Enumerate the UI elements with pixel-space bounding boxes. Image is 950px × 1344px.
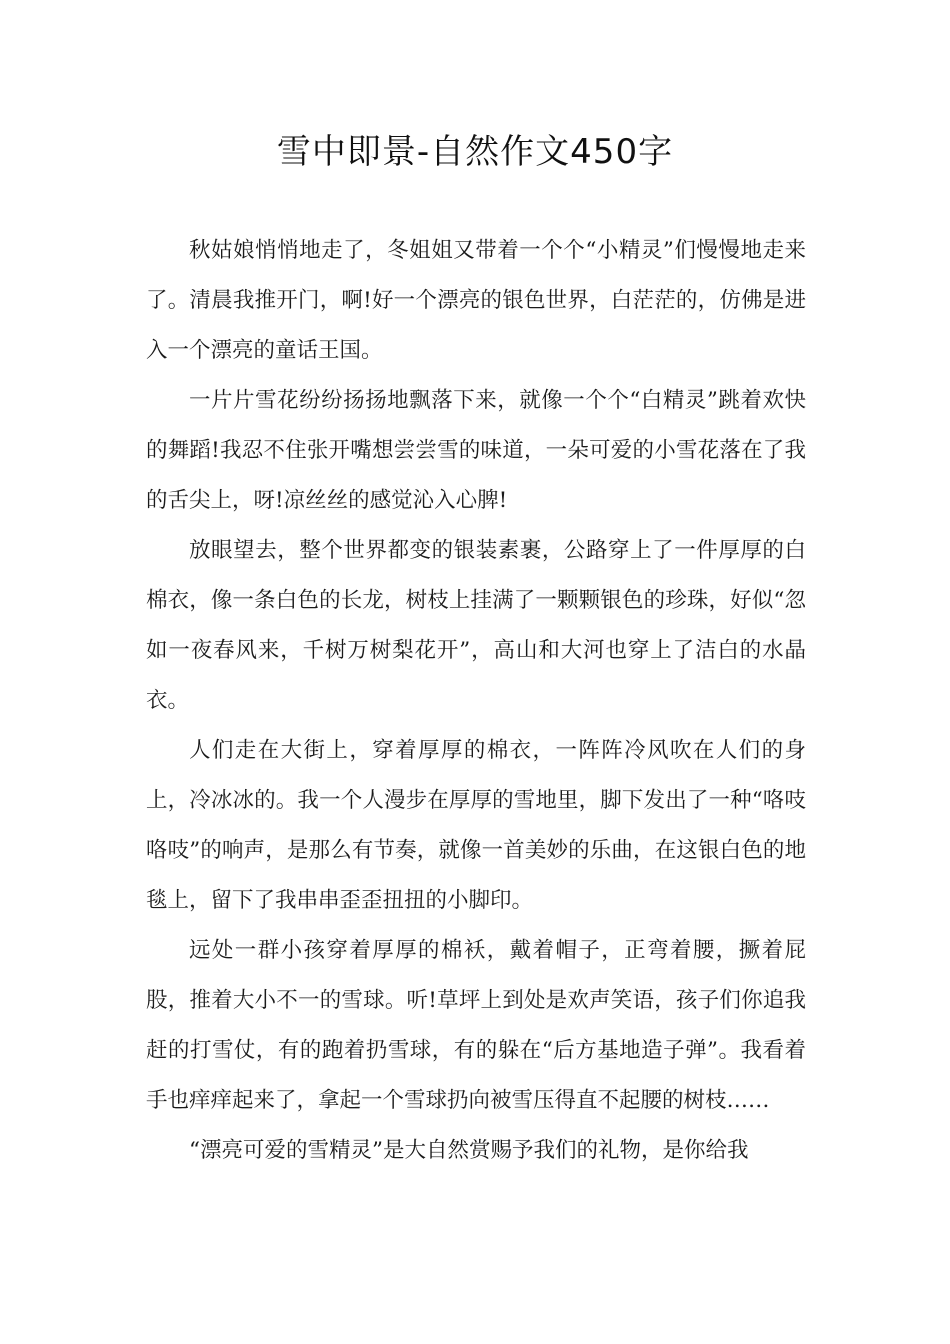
paragraph: 一片片雪花纷纷扬扬地飘落下来，就像一个个“白精灵”跳着欢快的舞蹈!我忍不住张开嘴想尝尝雪的味道，一朵可爱的小雪花落在了我的舌尖上，呀!凉丝丝的感觉沁入心脾! (146, 388, 806, 513)
paragraph: “漂亮可爱的雪精灵”是大自然赏赐予我们的礼物，是你给我 (189, 1138, 749, 1163)
document-title: 雪中即景-自然作文450字 (276, 132, 674, 172)
paragraph: 秋姑娘悄悄地走了，冬姐姐又带着一个个“小精灵”们慢慢地走来了。清晨我推开门，啊!好一个漂亮的银色世界，白茫茫的，仿佛是进入一个漂亮的童话王国。 (146, 238, 806, 363)
paragraph: 远处一群小孩穿着厚厚的棉袄，戴着帽子，正弯着腰，撅着屁股，推着大小不一的雪球。听!草坪上到处是欢声笑语，孩子们你追我赶的打雪仗，有的跑着扔雪球，有的躲在“后方基地造子弹”。我看着手也痒痒起来了，拿起一个雪球扔向被雪压得直不起腰的树枝…… (146, 938, 806, 1113)
document-body (146, 226, 806, 1176)
paragraph: 放眼望去，整个世界都变的银装素裹，公路穿上了一件厚厚的白棉衣，像一条白色的长龙，树枝上挂满了一颗颗银色的珍珠，好似“忽如一夜春风来，千树万树梨花开”，高山和大河也穿上了洁白的水晶衣。 (146, 538, 806, 713)
paragraph: 人们走在大街上，穿着厚厚的棉衣，一阵阵冷风吹在人们的身上，冷冰冰的。我一个人漫步在厚厚的雪地里，脚下发出了一种“咯吱咯吱”的响声，是那么有节奏，就像一首美妙的乐曲，在这银白色的地毯上，留下了我串串歪歪扭扭的小脚印。 (146, 738, 806, 913)
